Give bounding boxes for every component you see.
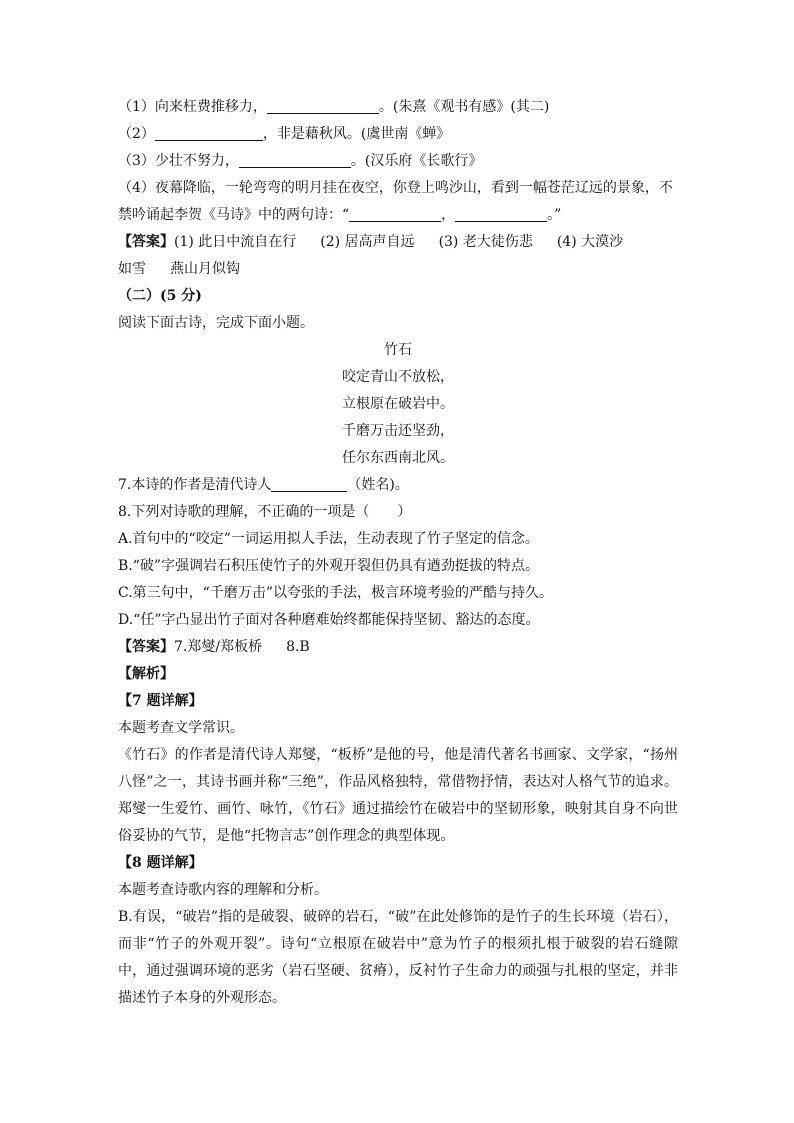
poem-line: 咬定青山不放松， (342, 369, 454, 385)
answer-section-1 (118, 229, 678, 256)
question-8-stem: 8.下列对诗歌的理解，不正确的一项是（ ） (118, 504, 412, 520)
q2-blank[interactable] (155, 124, 263, 141)
detail-8-text: B.有误，“破岩”指的是破裂、破碎的岩石，“破”在此处修饰的是竹子的生长环境（岩石），而非“竹子的外观开裂”。诗句“立根原在破岩中”意为竹子的根须扎根于破裂的岩石缝隙中，通过强调环境的恶劣（岩石坚硬、贫瘠），反衬竹子生命力的顽强与扎根的坚定，并非描述竹子本身的外观形态。 (118, 909, 678, 1006)
q4-mid: ， (441, 207, 456, 223)
fill-question-1 (118, 94, 678, 121)
poem-title: 竹石 (384, 342, 412, 358)
option-d: D.“任”字凸显出竹子面对各种磨难始终都能保持坚韧、豁达的态度。 (118, 612, 540, 628)
option-c: C.第三句中，“千磨万击”以夸张的手法，极言环境考验的严酷与持久。 (118, 585, 553, 601)
fill-question-2 (118, 121, 678, 148)
q2-suffix: ，非是藉秋风。(虞世南《蝉》 (262, 126, 451, 142)
answer-section-1-cont (118, 256, 678, 283)
section-2-heading: （二）(5 分) (118, 288, 202, 304)
q4-prefix: 禁吟诵起李贺《马诗》中的两句诗：“ (118, 207, 350, 223)
q1-blank[interactable] (267, 97, 379, 114)
q4-text: （4）夜幕降临，一轮弯弯的明月挂在夜空，你登上鸣沙山，看到一幅苍茫辽远的景象，不 (118, 180, 673, 196)
option-a: A.首句中的“咬定”一词运用拟人手法，生动表现了竹子坚定的信念。 (118, 531, 539, 547)
fill-question-4-line2 (118, 202, 678, 229)
poem-line: 千磨万击还坚劲， (342, 423, 454, 439)
detail-7-label: 【7 题详解】 (118, 693, 203, 709)
poem-block (118, 337, 678, 472)
detail-8-intro: 本题考查诗歌内容的理解和分析。 (118, 882, 328, 898)
answer-4: (4) 大漠沙 (556, 234, 624, 250)
answer-4-second: 燕山月似钩 (170, 261, 240, 277)
answer-7: 7.郑燮/郑板桥 (174, 639, 263, 655)
answer-section-2 (118, 634, 678, 661)
fill-question-4-line1 (118, 175, 678, 202)
answer-label: 【答案】 (118, 234, 174, 250)
q3-prefix: （3）少壮不努力， (118, 153, 239, 169)
answer-3: (3) 老大徒伤悲 (438, 234, 533, 250)
q4-blank-1[interactable] (349, 205, 441, 222)
analysis-label: 【解析】 (118, 666, 174, 682)
poem-line: 立根原在破岩中。 (342, 396, 454, 412)
q4-blank-2[interactable] (455, 205, 547, 222)
detail-7-intro: 本题考查文学常识。 (118, 720, 244, 736)
q7-prefix: 7.本诗的作者是清代诗人 (118, 477, 272, 493)
detail-8-label: 【8 题详解】 (118, 855, 203, 871)
answer-8: 8.B (286, 639, 310, 655)
section-2-intro: 阅读下面古诗，完成下面小题。 (118, 315, 314, 331)
answer-4-cont: 如雪 (118, 261, 146, 277)
answer-2: (2) 居高声自远 (320, 234, 415, 250)
poem-line: 任尔东西南北风。 (342, 450, 454, 466)
answer-label: 【答案】 (118, 639, 174, 655)
answer-1: (1) 此日中流自在行 (174, 234, 297, 250)
fill-question-3 (118, 148, 678, 175)
q7-suffix: （姓名)。 (347, 477, 409, 493)
q2-prefix: （2） (118, 126, 155, 142)
q4-suffix: 。” (547, 207, 562, 223)
q3-blank[interactable] (239, 151, 351, 168)
q1-prefix: （1）向来枉费推移力， (118, 99, 267, 115)
q3-suffix: 。(汉乐府《长歌行》 (350, 153, 483, 169)
q7-blank[interactable] (271, 475, 347, 492)
question-7 (118, 472, 678, 499)
document-page (118, 94, 678, 1012)
q1-suffix: 。(朱熹《观书有感》(其二) (378, 99, 550, 115)
detail-7-text: 《竹石》的作者是清代诗人郑燮，“板桥”是他的号，他是清代著名书画家、文学家，“扬州八怪”之一，其诗书画并称“三绝”，作品风格独特，常借物抒情，表达对人格气节的追求。郑燮一生爱竹、画竹、咏竹，《竹石》通过描绘竹在破岩中的坚韧形象，映射其自身不向世俗妥协的气节，是他“托物言志”创作理念的典型体现。 (118, 747, 678, 844)
option-b: B.“破”字强调岩石积压使竹子的外观开裂但仍具有遒劲挺拔的特点。 (118, 558, 540, 574)
